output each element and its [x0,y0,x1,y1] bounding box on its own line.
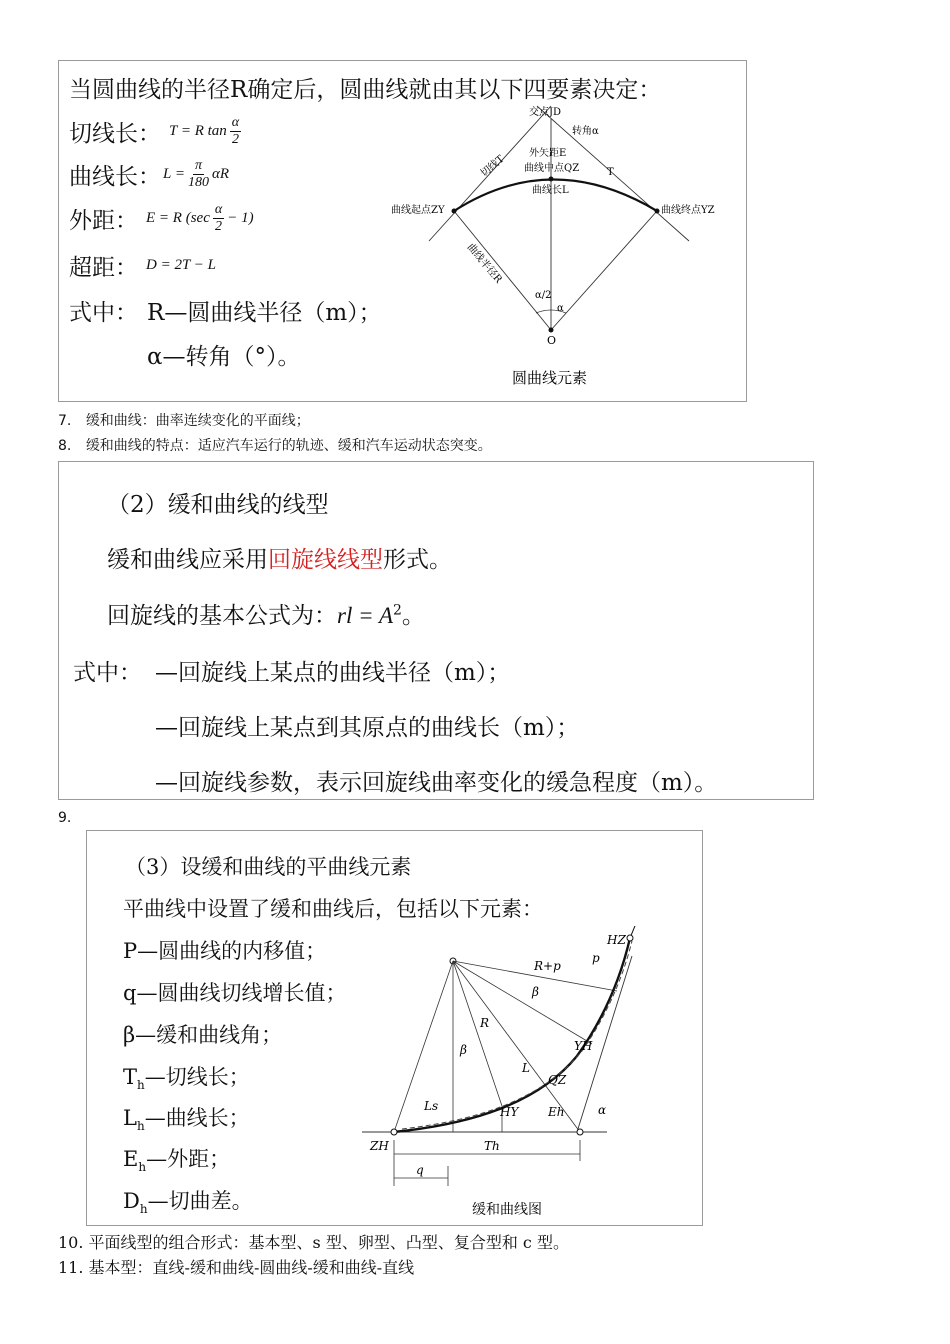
symbol: D [123,1189,140,1213]
box3-intro: 平曲线中设置了缓和曲线后，包括以下元素： [123,897,543,921]
formula-exponent: 2 [393,602,402,619]
diagram-caption: 圆曲线元素 [512,369,588,387]
box3-title: （3）设缓和曲线的平曲线元素 [125,855,412,879]
formula-lhs: D = 2T − L [146,257,216,273]
fraction-numerator: π [194,158,202,173]
label-quxian-chang: 曲线长L [532,185,569,196]
fraction-denominator: 2 [215,219,223,234]
label-rp: R+p [534,959,561,973]
label-zhuanjiao: 转角α [572,126,599,137]
label-waishiju: 外矢距E [529,148,567,159]
label-jd: 交点JD [529,107,562,118]
label-th: Th [484,1139,500,1153]
element-th [123,1061,250,1092]
label-yz: 曲线终点YZ [661,205,715,216]
formula-label: 切线长： [69,121,161,147]
list-item-7 [58,410,310,430]
label-hy: HY [500,1105,519,1119]
fraction-numerator: α [231,115,240,130]
formula-curve-length [69,158,229,191]
list-item-10: 10. 平面线型的组合形式：基本型、s 型、卵型、凸型、复合型和 c 型。 [58,1233,569,1252]
formula-label: 曲线长： [69,164,161,190]
clothoid-formula: rl = A [337,603,393,628]
symbol: L [123,1106,137,1130]
list-item-9: 9. [58,810,72,826]
formula-fraction [230,115,241,148]
list-item-11: 11. 基本型：直线-缓和曲线-圆曲线-缓和曲线-直线 [58,1258,415,1277]
element-p: P—圆曲线的内移值； [123,939,327,963]
description: —切曲差。 [147,1189,253,1213]
box2-title: （2）缓和曲线的线型 [107,492,329,518]
label-zy: 曲线起点ZY [391,205,445,216]
list-number: 7. [58,413,72,429]
box2-where-3: —回旋线参数，表示回旋线曲率变化的缓急程度（m）。 [155,770,718,796]
element-dh [123,1185,253,1216]
label-zh: ZH [370,1139,389,1153]
box2-where-label: 式中： [73,660,142,686]
line2-suffix: 。 [401,603,425,629]
label-r: R [480,1016,490,1030]
element-eh [123,1143,230,1174]
formula-excess-distance [69,249,216,282]
box2-line1 [107,541,452,574]
label-alpha: α [557,303,564,314]
formula-rhs: − 1) [227,210,254,226]
circular-curve-elements-box [58,60,747,402]
fraction-denominator: 2 [231,132,239,147]
box2-line2 [107,597,425,630]
description: —曲线长； [144,1106,250,1130]
list-number: 8. [58,438,72,454]
label-beta-upper: β [532,985,539,999]
line1-suffix: 形式。 [383,547,452,573]
description: —切线长； [144,1065,250,1089]
where-alpha: α—转角（°）。 [147,344,301,370]
transition-curve-elements-box [86,830,703,1226]
label-banjing: 曲线半径R [464,241,504,286]
label-eh: Eh [548,1105,565,1119]
subscript: h [136,1119,145,1134]
label-yh: YH [574,1039,593,1053]
formula-lhs: T = R tan [169,123,227,139]
list-text: 缓和曲线：曲率连续变化的平面线； [85,413,310,429]
transition-curve-diagram [362,926,702,1226]
line1-highlight: 回旋线线型 [268,547,383,573]
fraction-numerator: α [214,202,223,217]
formula-label: 外距： [69,208,138,234]
label-l: L [522,1061,530,1075]
element-lh [123,1102,250,1133]
fraction-denominator: 180 [187,175,209,190]
box1-intro: 当圆曲线的半径R确定后，圆曲线就由其以下四要素决定： [69,77,662,103]
formula-rhs: αR [211,166,229,182]
formula-tangent-length [69,115,244,148]
label-t-right: T [607,167,614,178]
list-text: 缓和曲线的特点：适应汽车运行的轨迹、缓和汽车运动状态突变。 [85,438,492,454]
label-p: p [592,951,600,965]
where-label: 式中： [69,300,138,326]
box2-where-1: —回旋线上某点的曲线半径（m）； [155,660,511,686]
formula-fraction [188,158,209,191]
formula-label: 超距： [69,255,138,281]
line1-prefix: 缓和曲线应采用 [107,547,268,573]
subscript: h [139,1202,148,1217]
box2-where-2: —回旋线上某点到其原点的曲线长（m）； [155,715,580,741]
element-beta: β—缓和曲线角； [123,1023,283,1047]
label-ls: Ls [424,1099,439,1113]
label-qz: 曲线中点QZ [524,163,580,174]
formula-lhs: E = R (sec [146,210,210,226]
label-qieline: 切线T [478,153,507,180]
subscript: h [137,1078,145,1093]
formula-external-distance [69,202,254,235]
subscript: h [138,1160,147,1175]
where-radius: R—圆曲线半径（m）； [147,300,382,326]
symbol: E [123,1147,139,1171]
label-alpha: α [598,1103,607,1117]
label-q: q [416,1163,424,1177]
line2-prefix: 回旋线的基本公式为： [107,603,337,629]
circular-curve-diagram [389,101,744,401]
formula-lhs: L = [163,166,185,182]
diagram-caption: 缓和曲线图 [472,1202,542,1218]
label-o: O [547,334,557,347]
label-half-alpha: α/2 [535,290,552,301]
formula-fraction [213,202,224,235]
clothoid-line-type-box [58,461,814,800]
symbol: T [123,1065,138,1089]
element-q: q—圆曲线切线增长值； [123,981,347,1005]
label-qz: QZ [548,1073,567,1087]
list-item-8 [58,435,492,455]
label-beta-lower: β [460,1043,467,1057]
label-hz: HZ [607,933,626,947]
description: —外距； [146,1147,231,1171]
